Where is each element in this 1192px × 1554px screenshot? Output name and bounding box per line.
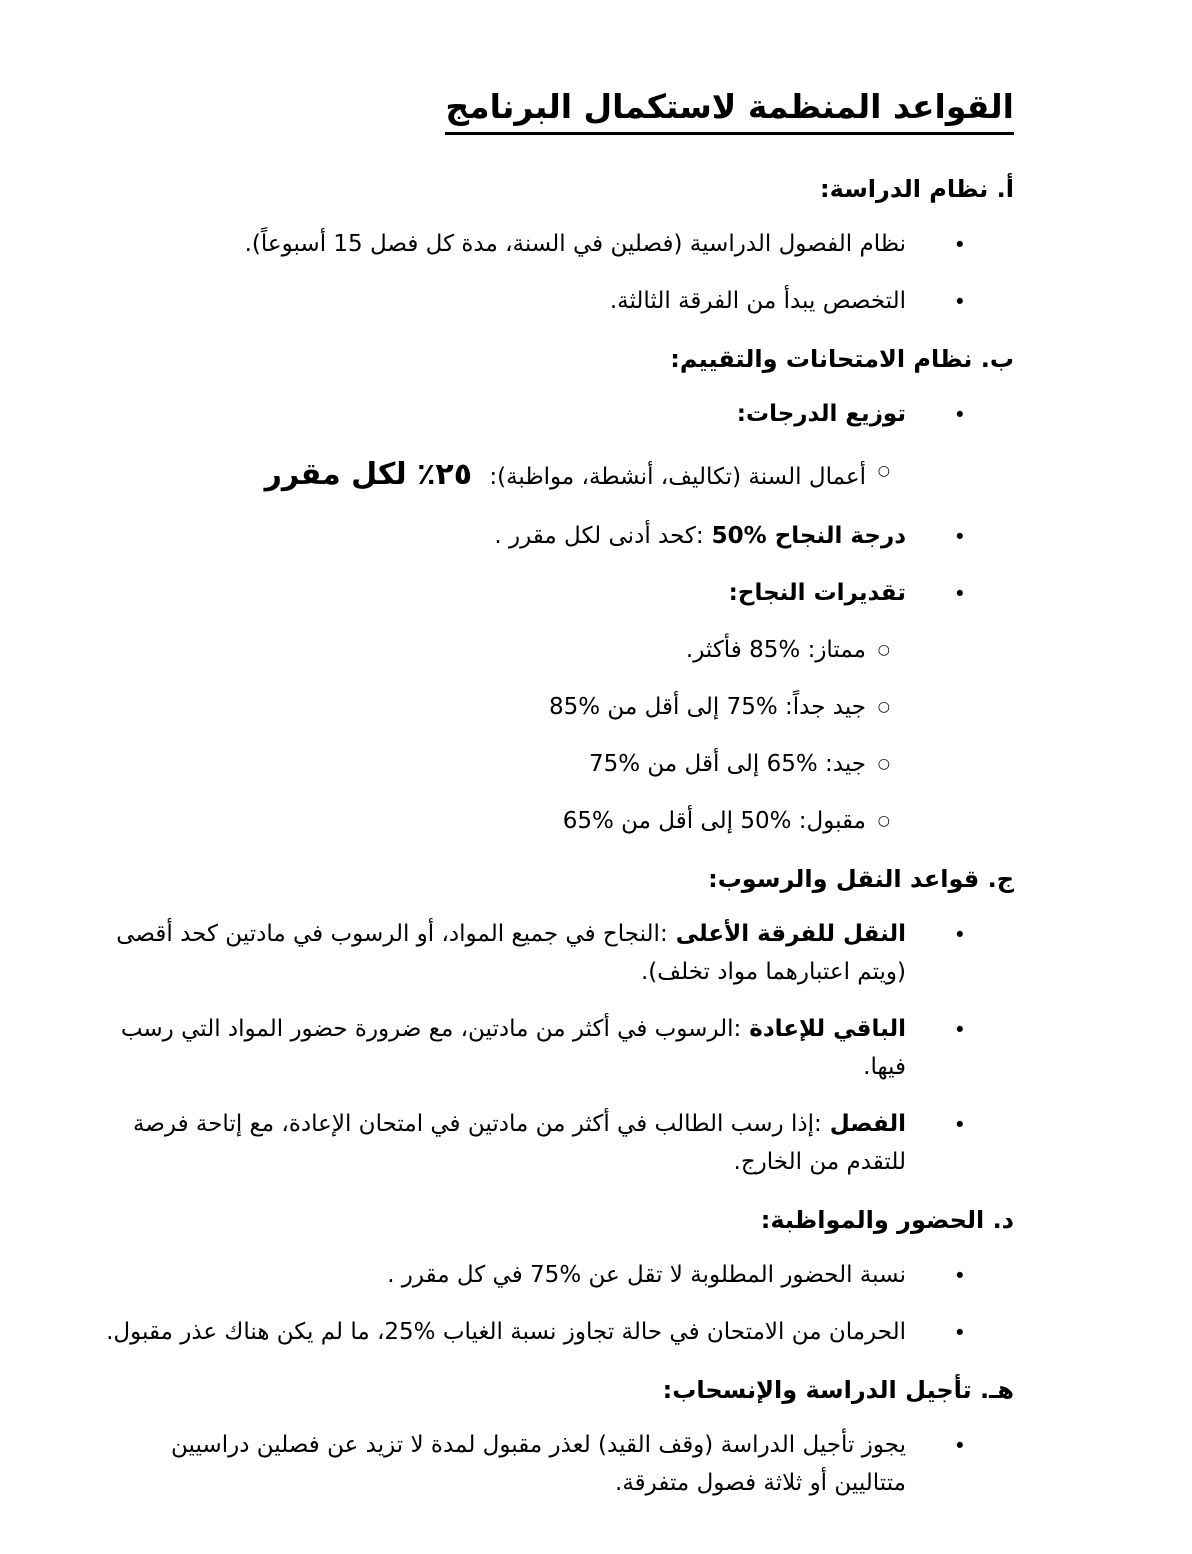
section-c [100, 859, 1014, 1181]
list-item [100, 1256, 1014, 1294]
text-run: ممتاز: %85 فأكثر. [685, 637, 866, 664]
bullet-icon: • [953, 1018, 966, 1043]
text-run: :الرسوب في أكثر من مادتين، مع ضرورة حضور المواد التي رسب فيها. [120, 1016, 906, 1081]
circle-bullet-icon: ○ [877, 813, 890, 830]
bullet-icon: • [953, 1113, 966, 1138]
list-item-text [387, 1262, 906, 1288]
text-run: نظام الفصول الدراسية (فصلين في السنة، مدة كل فصل 15 أسبوعاً). [244, 231, 906, 258]
bullet-icon: • [953, 582, 966, 607]
list-item-text [737, 401, 906, 427]
list-item-text [245, 231, 906, 257]
text-run: درجة النجاح %50 [703, 523, 906, 550]
list-item [100, 282, 1014, 320]
list-item [100, 1010, 1014, 1086]
text-run: جيد جداً: %75 إلى أقل من %85 [548, 694, 866, 721]
list-item [100, 688, 1014, 726]
list-item [100, 452, 1014, 498]
text-run: التخصص يبدأ من الفرقة الثالثة. [609, 288, 906, 315]
text-run: توزيع الدرجات: [736, 401, 906, 428]
bullet-icon: • [953, 525, 966, 550]
bullet-icon: • [953, 1434, 966, 1459]
list-item [100, 631, 1014, 669]
list-item-text [610, 288, 906, 314]
list-item [100, 517, 1014, 555]
circle-bullet-icon: ○ [877, 642, 890, 659]
list-item-text [563, 808, 866, 834]
list-item [100, 1313, 1014, 1351]
list-item-text [549, 694, 866, 720]
text-run: يجوز تأجيل الدراسة (وقف القيد) لعذر مقبول لمدة لا تزيد عن فصلين دراسيين متتاليين أو ثلاثة فصول متفرقة. [171, 1432, 906, 1497]
circle-bullet-icon: ○ [877, 463, 890, 480]
bullet-icon: • [953, 1321, 966, 1346]
list-item-text [589, 751, 866, 777]
text-run: :النجاح في جميع المواد، أو الرسوب في مادتين كحد أقصى (ويتم اعتبارهما مواد تخلف). [116, 921, 906, 986]
list-item-text [171, 1432, 906, 1496]
list-item [100, 802, 1014, 840]
text-run: الباقي للإعادة [741, 1016, 906, 1043]
bullet-icon: • [953, 290, 966, 315]
circle-bullet-icon: ○ [877, 756, 890, 773]
circle-bullet-icon: ○ [877, 699, 890, 716]
text-run: أعمال السنة (تكاليف، أنشطة، مواظبة): [482, 464, 866, 491]
list-item-text [133, 1111, 906, 1175]
text-run: نسبة الحضور المطلوبة لا تقل عن %75 في كل مقرر . [387, 1262, 906, 1289]
text-run: الحرمان من الامتحان في حالة تجاوز نسبة الغياب %25، ما لم يكن هناك عذر مقبول. [106, 1319, 906, 1346]
text-run: :كحد أدنى لكل مقرر . [494, 523, 704, 550]
bullet-icon: • [953, 233, 966, 258]
list-item [100, 574, 1014, 612]
list-item-text [121, 1016, 906, 1080]
section-heading-d: د. الحضور والمواظبة: [760, 1206, 1014, 1235]
list-item-text [686, 637, 866, 663]
list-item-text [729, 580, 906, 606]
section-heading-c: ج. قواعد النقل والرسوب: [708, 865, 1014, 894]
list-item [100, 745, 1014, 783]
text-run: مقبول: %50 إلى أقل من %65 [562, 808, 866, 835]
bullet-icon: • [953, 403, 966, 428]
document-sections [100, 169, 1014, 1502]
document-title: القواعد المنظمة لاستكمال البرنامج [445, 86, 1014, 135]
list-item [100, 915, 1014, 991]
section-heading-a: أ. نظام الدراسة: [820, 175, 1014, 204]
section-heading-b: ب. نظام الامتحانات والتقييم: [670, 345, 1014, 374]
bullet-icon: • [953, 923, 966, 948]
section-a [100, 169, 1014, 320]
list-item-text [106, 1319, 906, 1345]
list-item [100, 225, 1014, 263]
list-item-text [264, 457, 866, 493]
text-run: تقديرات النجاح: [728, 580, 906, 607]
list-item [100, 1426, 1014, 1502]
section-b [100, 339, 1014, 840]
list-item-text [494, 523, 906, 549]
section-e [100, 1370, 1014, 1502]
text-run: الفصل [821, 1111, 906, 1138]
text-run: :إذا رسب الطالب في أكثر من مادتين في امتحان الإعادة، مع إتاحة فرصة للتقدم من الخارج. [133, 1111, 906, 1176]
section-heading-e: هـ. تأجيل الدراسة والإنسحاب: [662, 1376, 1014, 1405]
text-run: النقل للفرقة الأعلى [667, 921, 906, 948]
section-d [100, 1200, 1014, 1351]
bullet-icon: • [953, 1264, 966, 1289]
list-item [100, 1105, 1014, 1181]
text-run: جيد: %65 إلى أقل من %75 [588, 751, 866, 778]
list-item [100, 395, 1014, 433]
text-run: ٢٥٪ لكل مقرر [264, 457, 473, 493]
list-item-text [116, 921, 906, 985]
